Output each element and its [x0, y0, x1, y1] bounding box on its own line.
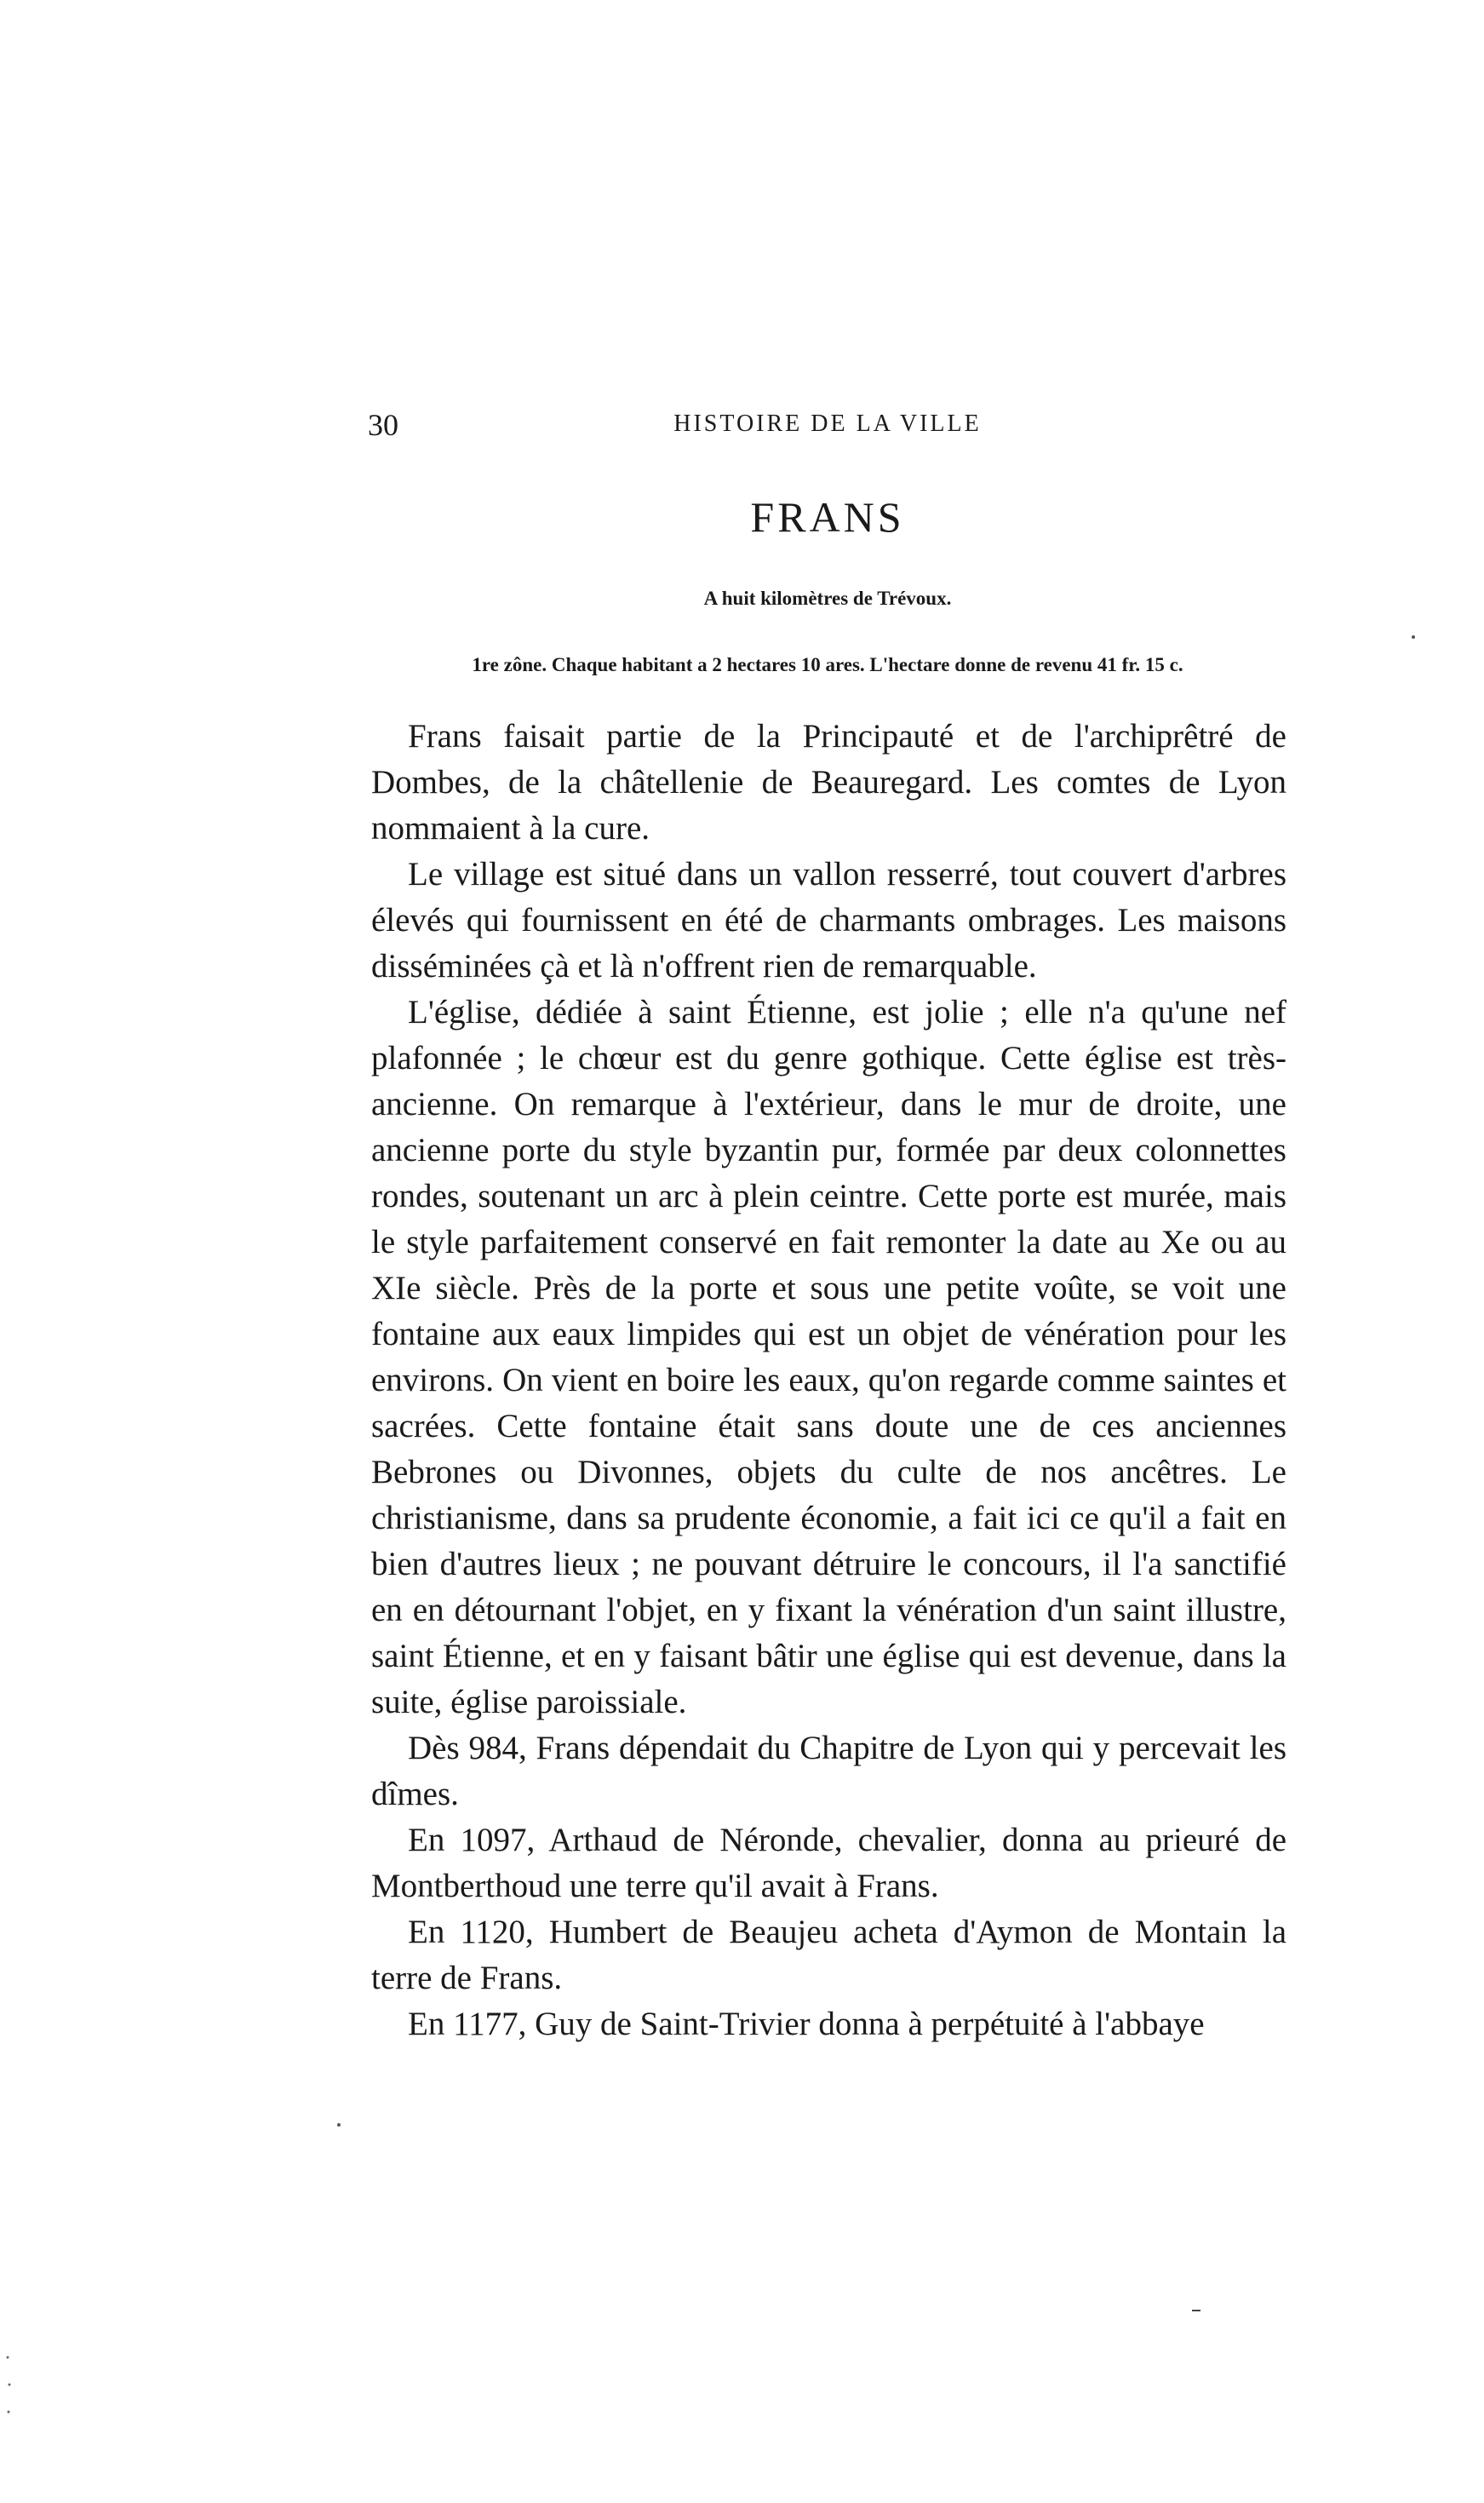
speck: [1192, 2310, 1200, 2311]
paragraph: Frans faisait partie de la Principauté et de l'archiprêtré de Dombes, de la châtellenie de Beauregard. Les comtes de Lyon nommaient à la cure.: [371, 718, 1286, 847]
zone-statistics: 1re zône. Chaque habitant a 2 hectares 10 ares. L'hectare donne de revenu 41 fr. 15 c.: [472, 654, 1183, 675]
paragraph: En 1120, Humbert de Beaujeu acheta d'Aymon de Montain la terre de Frans.: [371, 1914, 1286, 1996]
paragraph: En 1177, Guy de Saint-Trivier donna à perpétuité à l'abbaye: [408, 2006, 1205, 2042]
paragraph: Le village est situé dans un vallon resserré, tout couvert d'arbres élevés qui fournissent en été de charmants ombrages. Les maisons disséminées çà et là n'offrent rien de remarquable.: [371, 856, 1286, 985]
page-number: 30: [368, 408, 398, 442]
paragraph: L'église, dédiée à saint Étienne, est jolie ; elle n'a qu'une nef plafonnée ; le chœur est du genre gothique. Cette église est très-ancienne. On remarque à l'extérieur, dans le mur de droite, une ancienne porte du style byzantin pur, formée par deux colonnettes rondes, soutenant un arc à plein ceintre. Cette porte est murée, mais le style parfaitement conservé en fait remonter la date au Xe ou au XIe siècle. Près de la porte et sous une petite voûte, se voit une fontaine aux eaux limpides qui est un objet de vénération pour les environs. On vient en boire les eaux, qu'on regarde comme saintes et sacrées. Cette fontaine était sans doute une de ces anciennes Bebrones ou Divonnes, objets du culte de nos ancêtres. Le christianisme, dans sa prudente économie, a fait ici ce qu'il a fait en bien d'autres lieux ; ne pouvant détruire le concours, il l'a sanctifié en en détournant l'objet, en y fixant la vénération d'un saint illustre, saint Étienne, et en y faisant bâtir une église qui est devenue, dans la suite, église paroissiale.: [371, 994, 1286, 1720]
running-head: [368, 407, 1287, 441]
section-subtitle: A huit kilomètres de Trévoux.: [703, 588, 952, 609]
speck: [1412, 635, 1415, 639]
running-title: HISTOIRE DE LA VILLE: [673, 410, 982, 437]
body-text: [371, 714, 1286, 2047]
paragraph: En 1097, Arthaud de Néronde, chevalier, donna au prieuré de Montberthoud une terre qu'il avait à Frans.: [371, 1822, 1286, 1904]
speck: [8, 2411, 10, 2414]
speck: [7, 2357, 9, 2359]
paragraph: Dès 984, Frans dépendait du Chapitre de Lyon qui y percevait les dîmes.: [371, 1730, 1286, 1812]
speck: [9, 2384, 11, 2386]
speck: [337, 2123, 341, 2127]
section-title: FRANS: [750, 493, 905, 541]
